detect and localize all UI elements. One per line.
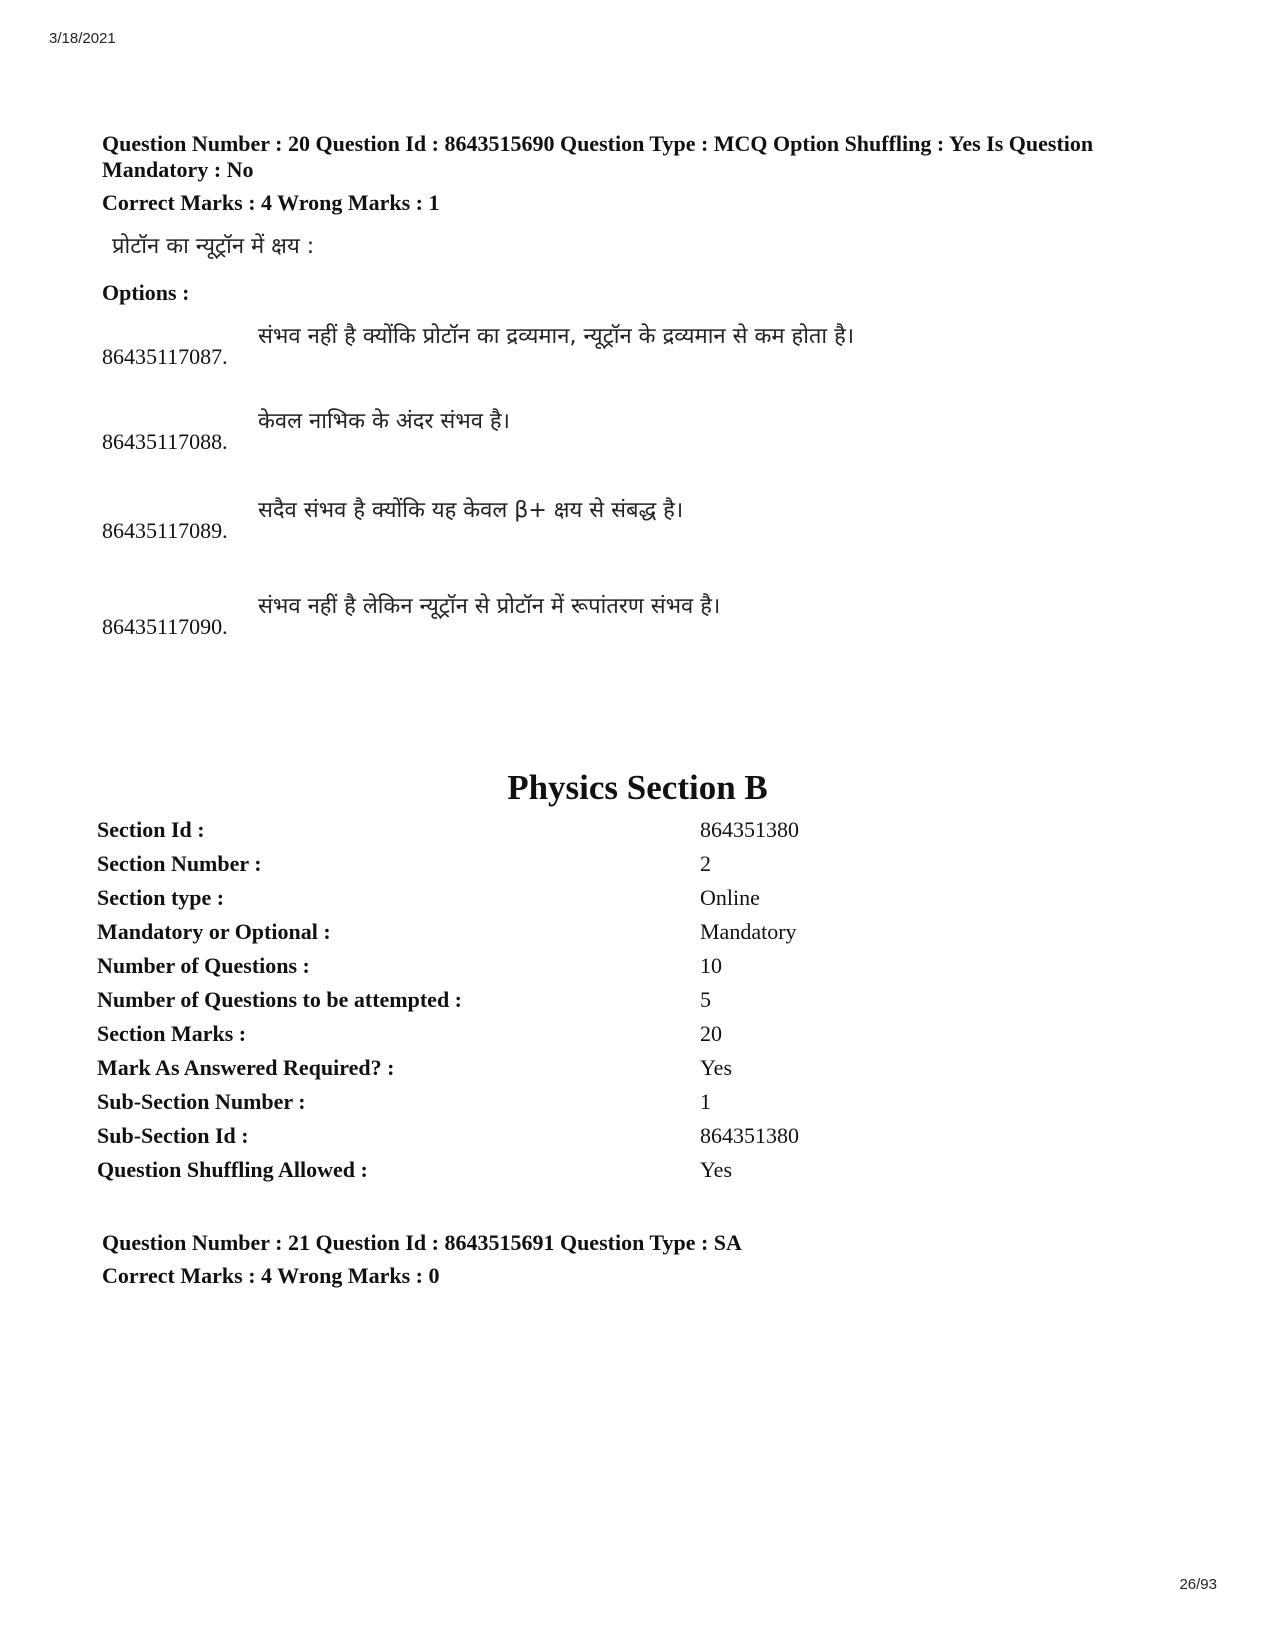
section-title: Physics Section B (507, 768, 768, 807)
option-text: संभव नहीं है क्योंकि प्रोटॉन का द्रव्यमान, न्यूट्रॉन के द्रव्यमान से कम होता है। (258, 324, 855, 349)
section-info-table (97, 813, 997, 1187)
option-id: 86435117090. (102, 614, 228, 639)
row-value: Mandatory (700, 919, 797, 944)
option-id: 86435117089. (102, 518, 228, 543)
row-value: 5 (700, 987, 711, 1012)
option-4 (102, 590, 1102, 640)
section-row (97, 1051, 997, 1085)
question-21-header (102, 1230, 1162, 1289)
page-number: 26/93 (1179, 1576, 1217, 1593)
section-row (97, 813, 997, 847)
row-value: Yes (700, 1157, 733, 1182)
row-value: Online (700, 885, 760, 910)
row-value: 2 (700, 851, 711, 876)
section-row (97, 1153, 997, 1187)
option-text: सदैव संभव है क्योंकि यह केवल β+ क्षय से संबद्ध है। (258, 498, 684, 523)
row-value: 864351380 (700, 817, 799, 842)
section-row (97, 881, 997, 915)
question-21-meta: Question Number : 21 Question Id : 8643515691 Question Type : SA (102, 1230, 742, 1255)
section-row (97, 915, 997, 949)
row-value: 1 (700, 1089, 711, 1114)
question-20-header (102, 131, 1162, 306)
question-20-meta: Question Number : 20 Question Id : 8643515690 Question Type : MCQ Option Shuffling : Yes Is Question Mandatory : No (102, 131, 1094, 182)
row-key: Number of Questions : (97, 953, 310, 978)
section-row (97, 1085, 997, 1119)
row-key: Section Marks : (97, 1021, 247, 1046)
option-id: 86435117088. (102, 429, 228, 454)
section-row (97, 1119, 997, 1153)
print-date: 3/18/2021 (49, 30, 116, 47)
question-20-marks: Correct Marks : 4 Wrong Marks : 1 (102, 190, 440, 215)
option-text: संभव नहीं है लेकिन न्यूट्रॉन से प्रोटॉन में रूपांतरण संभव है। (258, 594, 721, 619)
options-label: Options : (102, 280, 190, 305)
row-key: Mandatory or Optional : (97, 919, 331, 944)
row-key: Mark As Answered Required? : (97, 1055, 395, 1080)
option-id: 86435117087. (102, 344, 228, 369)
row-value: 10 (700, 953, 722, 978)
option-3 (102, 494, 1102, 544)
row-value: Yes (700, 1055, 733, 1080)
row-key: Sub-Section Id : (97, 1123, 249, 1148)
row-key: Section type : (97, 885, 225, 910)
option-text: केवल नाभिक के अंदर संभव है। (258, 409, 510, 434)
section-row (97, 847, 997, 881)
row-key: Sub-Section Number : (97, 1089, 306, 1114)
option-1 (102, 320, 1102, 370)
row-key: Number of Questions to be attempted : (97, 987, 463, 1012)
section-row (97, 1017, 997, 1051)
question-21-marks: Correct Marks : 4 Wrong Marks : 0 (102, 1263, 440, 1288)
row-value: 20 (700, 1021, 722, 1046)
row-key: Section Number : (97, 851, 262, 876)
row-key: Section Id : (97, 817, 205, 842)
option-2 (102, 405, 1102, 455)
row-value: 864351380 (700, 1123, 799, 1148)
question-20-text: प्रोटॉन का न्यूट्रॉन में क्षय : (112, 234, 315, 259)
row-key: Question Shuffling Allowed : (97, 1157, 368, 1182)
section-row (97, 983, 997, 1017)
section-row (97, 949, 997, 983)
